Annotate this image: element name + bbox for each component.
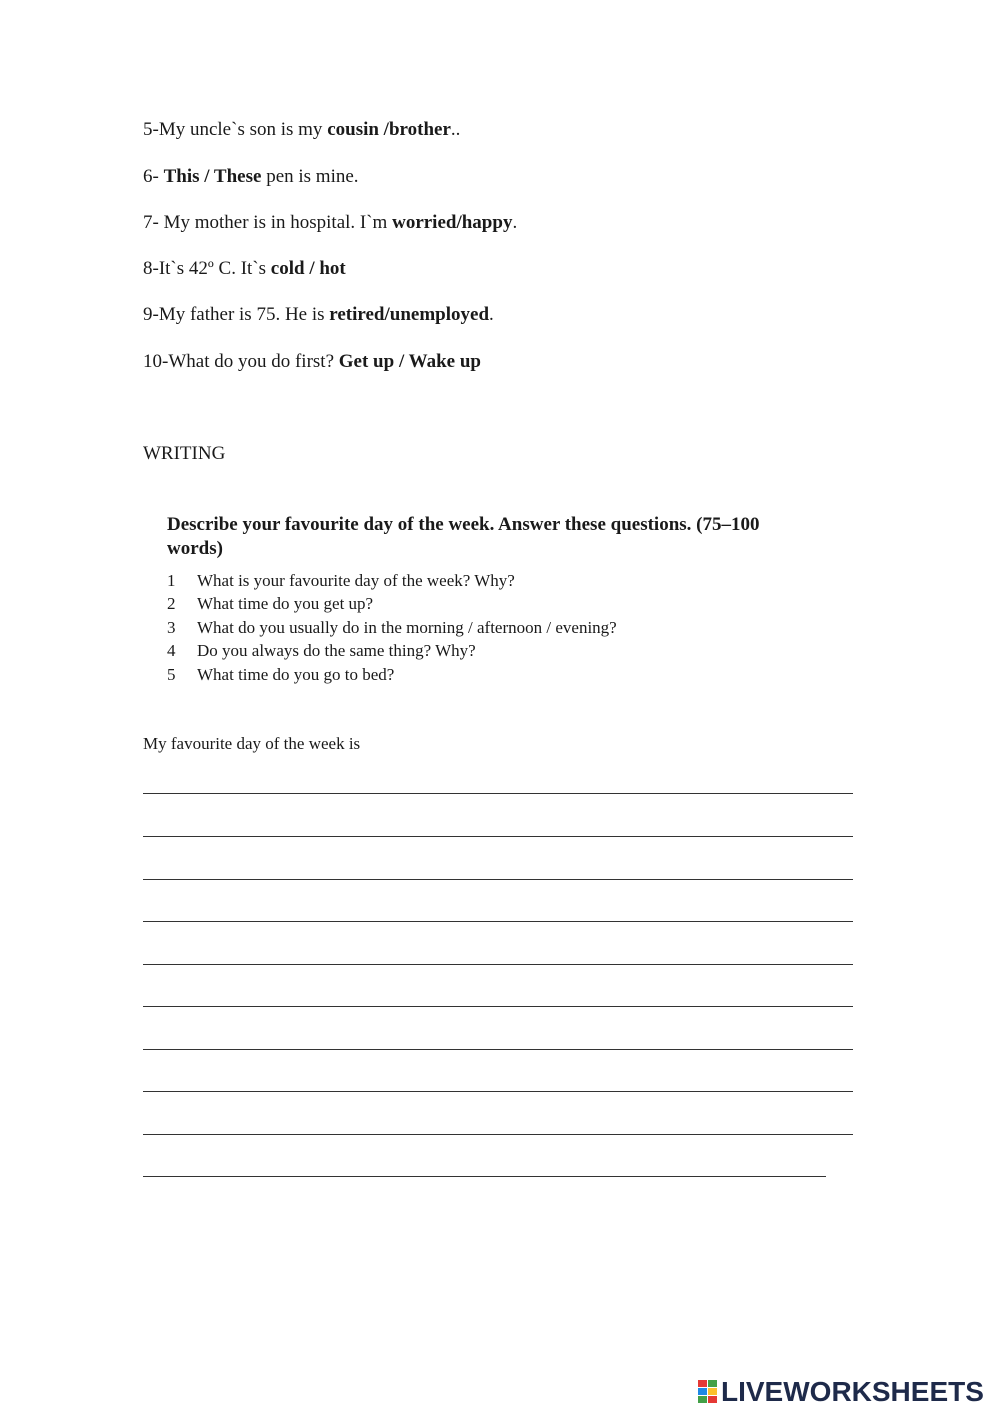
answer-line[interactable] (143, 1134, 853, 1135)
exercise-item: 10-What do you do first? Get up / Wake up (143, 351, 481, 372)
answer-options[interactable]: This / These (163, 166, 262, 187)
question-item: 2 What time do you get up? (167, 594, 374, 613)
answer-options[interactable]: cousin /brother (327, 119, 451, 140)
answer-line[interactable] (143, 879, 853, 880)
writing-instruction: Describe your favourite day of the week. Answer these questions. (75–100 words) (167, 514, 760, 559)
liveworksheets-logo (697, 1377, 984, 1407)
answer-options[interactable]: cold / hot (270, 258, 346, 279)
question-item: 5 What time do you go to bed? (167, 665, 395, 684)
exercise-item: 5-My uncle`s son is my cousin /brother.. (143, 119, 461, 140)
answer-line[interactable] (143, 1091, 853, 1092)
logo-blocks-icon (697, 1379, 719, 1405)
section-heading: WRITING (143, 443, 226, 464)
logo-text: LIVEWORKSHEETS (721, 1376, 984, 1407)
exercise-item: 6- This / These pen is mine. (143, 166, 359, 187)
question-item: 1 What is your favourite day of the week? Why? (167, 571, 515, 590)
answer-line[interactable] (143, 1049, 853, 1050)
exercise-item: 9-My father is 75. He is retired/unemployed. (143, 304, 494, 325)
answer-line[interactable] (143, 1006, 853, 1007)
answer-line[interactable] (143, 793, 853, 794)
answer-line[interactable] (143, 1176, 826, 1177)
question-item: 4 Do you always do the same thing? Why? (167, 641, 476, 660)
answer-options[interactable]: retired/unemployed (329, 304, 490, 325)
answer-line[interactable] (143, 836, 853, 837)
answer-line[interactable] (143, 921, 853, 922)
answer-options[interactable]: Get up / Wake up (338, 351, 481, 372)
question-item: 3 What do you usually do in the morning / afternoon / evening? (167, 618, 617, 637)
exercise-item: 7- My mother is in hospital. I`m worried/happy. (143, 212, 518, 233)
writing-starter: My favourite day of the week is (143, 734, 361, 753)
answer-options[interactable]: worried/happy (392, 212, 513, 233)
answer-line[interactable] (143, 964, 853, 965)
exercise-item: 8-It`s 42º C. It`s cold / hot (143, 258, 346, 279)
